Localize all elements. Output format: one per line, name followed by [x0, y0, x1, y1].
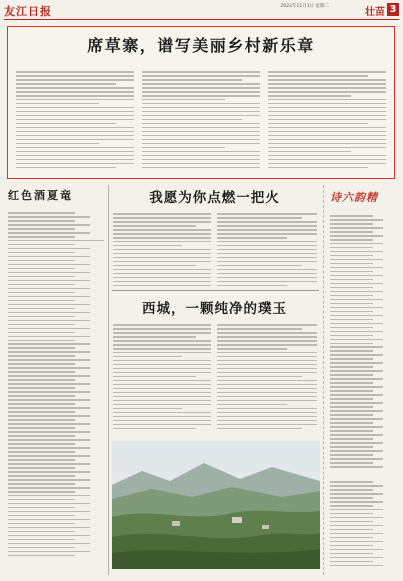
landscape-photo [112, 441, 320, 569]
article2-headline: 西城，一颗纯净的璞玉 [142, 301, 287, 317]
top-article-body-col1 [16, 71, 134, 171]
masthead [4, 3, 399, 20]
right-poems-column [323, 185, 397, 575]
poem-body [8, 212, 104, 559]
section-name: 壮苗 [365, 7, 385, 18]
landscape-photo-image [112, 441, 320, 569]
issue-date-line1: 2022年11月1日 星期二 [280, 4, 329, 9]
article1-headline: 我愿为你点燃一把火 [149, 190, 280, 206]
right-column-title: 诗六韵精 [330, 191, 378, 204]
right-column-poems-top [330, 215, 392, 470]
article2-body-left [113, 324, 211, 432]
newspaper-logo: 友江日报 [4, 5, 52, 18]
article2-body-right [217, 324, 317, 432]
poem-title: 红色酒夏竜 [8, 189, 73, 202]
top-article [7, 26, 395, 179]
column-divider [108, 185, 109, 575]
issue-date [281, 4, 329, 10]
right-column-poems-bottom [330, 481, 392, 569]
top-article-body-col3 [268, 71, 386, 171]
top-article-headline: 席草寨，谱写美丽乡村新乐章 [87, 36, 315, 55]
article-divider [112, 290, 319, 291]
top-article-body-col2 [142, 71, 260, 171]
article1-body-left [113, 213, 211, 289]
article1-body-right [217, 213, 317, 289]
page-number: 3 [387, 3, 399, 16]
